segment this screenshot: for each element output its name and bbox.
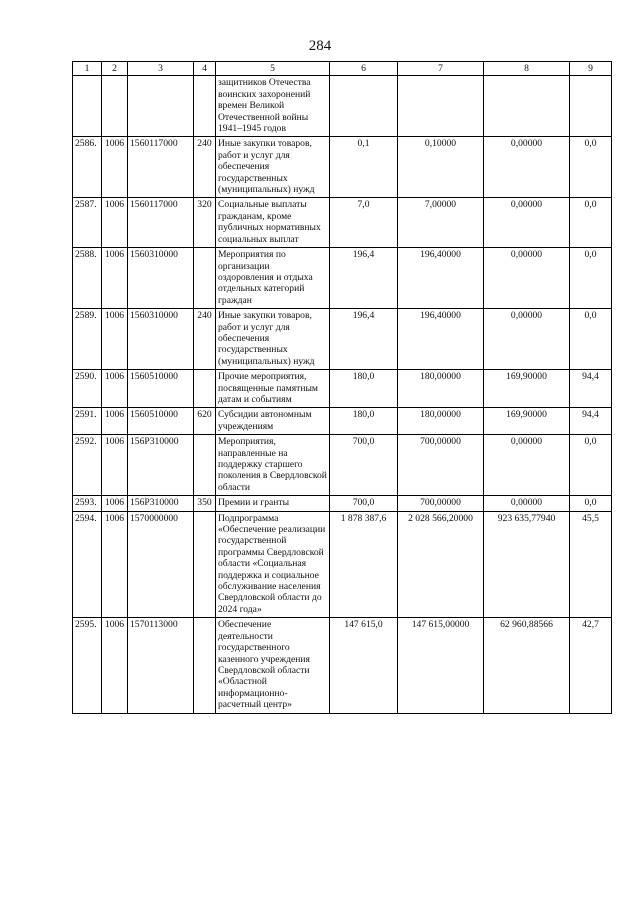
expense-type-cell: 240 [194, 137, 216, 198]
table-row [73, 248, 612, 309]
executed-amount-cell: 169,90000 [484, 408, 570, 435]
section-code-cell: 1006 [102, 408, 128, 435]
table-header-row [73, 62, 612, 76]
item-name-cell: Иные закупки товаров, работ и услуг для обеспечения государственных (муниципальных) нужд [216, 309, 330, 370]
approved-amount-cell: 196,4 [330, 309, 398, 370]
expense-type-cell [194, 370, 216, 408]
table-row [73, 618, 612, 713]
budget-list-amount-cell: 2 028 566,20000 [398, 511, 484, 618]
target-article-cell: 1570000000 [128, 511, 194, 618]
column-header: 2 [102, 62, 128, 76]
row-number-cell: 2590. [73, 370, 102, 408]
table-row [73, 511, 612, 618]
table-row [73, 76, 612, 137]
executed-amount-cell [484, 76, 570, 137]
executed-amount-cell: 0,00000 [484, 435, 570, 496]
table-row [73, 496, 612, 511]
target-article-cell: 1560510000 [128, 408, 194, 435]
execution-percent-cell: 42,7 [570, 618, 612, 713]
execution-percent-cell: 45,5 [570, 511, 612, 618]
execution-percent-cell: 0,0 [570, 198, 612, 248]
item-name-cell: Мероприятия, направленные на поддержку старшего поколения в Свердловской области [216, 435, 330, 496]
target-article-cell: 1560510000 [128, 370, 194, 408]
column-header: 7 [398, 62, 484, 76]
executed-amount-cell: 0,00000 [484, 248, 570, 309]
section-code-cell: 1006 [102, 137, 128, 198]
table-row [73, 309, 612, 370]
expense-type-cell: 320 [194, 198, 216, 248]
execution-percent-cell: 0,0 [570, 248, 612, 309]
expense-type-cell [194, 76, 216, 137]
item-name-cell: Иные закупки товаров, работ и услуг для обеспечения государственных (муниципальных) нужд [216, 137, 330, 198]
row-number-cell [73, 76, 102, 137]
column-header: 8 [484, 62, 570, 76]
execution-percent-cell: 94,4 [570, 408, 612, 435]
execution-percent-cell: 0,0 [570, 496, 612, 511]
budget-list-amount-cell: 700,00000 [398, 496, 484, 511]
budget-list-amount-cell: 196,40000 [398, 248, 484, 309]
section-code-cell: 1006 [102, 511, 128, 618]
expense-type-cell: 620 [194, 408, 216, 435]
section-code-cell: 1006 [102, 309, 128, 370]
target-article-cell: 1570113000 [128, 618, 194, 713]
row-number-cell: 2587. [73, 198, 102, 248]
table-row [73, 435, 612, 496]
expense-type-cell [194, 511, 216, 618]
expense-type-cell: 350 [194, 496, 216, 511]
section-code-cell: 1006 [102, 370, 128, 408]
target-article-cell: 1560117000 [128, 198, 194, 248]
executed-amount-cell: 0,00000 [484, 496, 570, 511]
row-number-cell: 2593. [73, 496, 102, 511]
execution-percent-cell [570, 76, 612, 137]
target-article-cell: 156P310000 [128, 496, 194, 511]
section-code-cell: 1006 [102, 248, 128, 309]
column-header: 1 [73, 62, 102, 76]
expense-type-cell [194, 435, 216, 496]
approved-amount-cell: 700,0 [330, 435, 398, 496]
column-header: 9 [570, 62, 612, 76]
budget-list-amount-cell [398, 76, 484, 137]
section-code-cell [102, 76, 128, 137]
item-name-cell: Обеспечение деятельности государственного казенного учреждения Свердловской области «Областной информационно-расчетный центр» [216, 618, 330, 713]
row-number-cell: 2586. [73, 137, 102, 198]
table-row [73, 408, 612, 435]
target-article-cell [128, 76, 194, 137]
approved-amount-cell: 180,0 [330, 370, 398, 408]
row-number-cell: 2588. [73, 248, 102, 309]
table-row [73, 370, 612, 408]
row-number-cell: 2589. [73, 309, 102, 370]
approved-amount-cell: 196,4 [330, 248, 398, 309]
table-row [73, 137, 612, 198]
column-header: 4 [194, 62, 216, 76]
executed-amount-cell: 923 635,77940 [484, 511, 570, 618]
column-header: 5 [216, 62, 330, 76]
execution-percent-cell: 0,0 [570, 137, 612, 198]
target-article-cell: 1560310000 [128, 309, 194, 370]
column-header: 6 [330, 62, 398, 76]
budget-list-amount-cell: 700,00000 [398, 435, 484, 496]
item-name-cell: защитников Отечества воинских захоронений времен Великой Отечественной войны 1941–1945 годов [216, 76, 330, 137]
page-number: 284 [308, 38, 332, 54]
approved-amount-cell: 180,0 [330, 408, 398, 435]
execution-percent-cell: 0,0 [570, 435, 612, 496]
execution-percent-cell: 94,4 [570, 370, 612, 408]
section-code-cell: 1006 [102, 618, 128, 713]
budget-list-amount-cell: 0,10000 [398, 137, 484, 198]
row-number-cell: 2592. [73, 435, 102, 496]
expense-type-cell [194, 618, 216, 713]
executed-amount-cell: 62 960,88566 [484, 618, 570, 713]
approved-amount-cell: 700,0 [330, 496, 398, 511]
row-number-cell: 2591. [73, 408, 102, 435]
budget-table [72, 61, 612, 714]
item-name-cell: Социальные выплаты гражданам, кроме публичных нормативных социальных выплат [216, 198, 330, 248]
approved-amount-cell: 1 878 387,6 [330, 511, 398, 618]
approved-amount-cell: 147 615,0 [330, 618, 398, 713]
item-name-cell: Премии и гранты [216, 496, 330, 511]
executed-amount-cell: 0,00000 [484, 137, 570, 198]
budget-list-amount-cell: 147 615,00000 [398, 618, 484, 713]
executed-amount-cell: 169,90000 [484, 370, 570, 408]
execution-percent-cell: 0,0 [570, 309, 612, 370]
budget-list-amount-cell: 180,00000 [398, 408, 484, 435]
section-code-cell: 1006 [102, 435, 128, 496]
approved-amount-cell [330, 76, 398, 137]
approved-amount-cell: 7,0 [330, 198, 398, 248]
target-article-cell: 1560117000 [128, 137, 194, 198]
budget-list-amount-cell: 180,00000 [398, 370, 484, 408]
item-name-cell: Подпрограмма «Обеспечение реализации государственной программы Свердловской области «Социальная поддержка и социальное обслуживание населения Свердловской области до 2024 года» [216, 511, 330, 618]
executed-amount-cell: 0,00000 [484, 309, 570, 370]
section-code-cell: 1006 [102, 198, 128, 248]
expense-type-cell: 240 [194, 309, 216, 370]
section-code-cell: 1006 [102, 496, 128, 511]
budget-list-amount-cell: 196,40000 [398, 309, 484, 370]
row-number-cell: 2594. [73, 511, 102, 618]
target-article-cell: 1560310000 [128, 248, 194, 309]
item-name-cell: Прочие мероприятия, посвященные памятным датам и событиям [216, 370, 330, 408]
table-row [73, 198, 612, 248]
row-number-cell: 2595. [73, 618, 102, 713]
column-header: 3 [128, 62, 194, 76]
budget-list-amount-cell: 7,00000 [398, 198, 484, 248]
executed-amount-cell: 0,00000 [484, 198, 570, 248]
item-name-cell: Субсидии автономным учреждениям [216, 408, 330, 435]
item-name-cell: Мероприятия по организации оздоровления и отдыха отдельных категорий граждан [216, 248, 330, 309]
approved-amount-cell: 0,1 [330, 137, 398, 198]
expense-type-cell [194, 248, 216, 309]
target-article-cell: 156P310000 [128, 435, 194, 496]
